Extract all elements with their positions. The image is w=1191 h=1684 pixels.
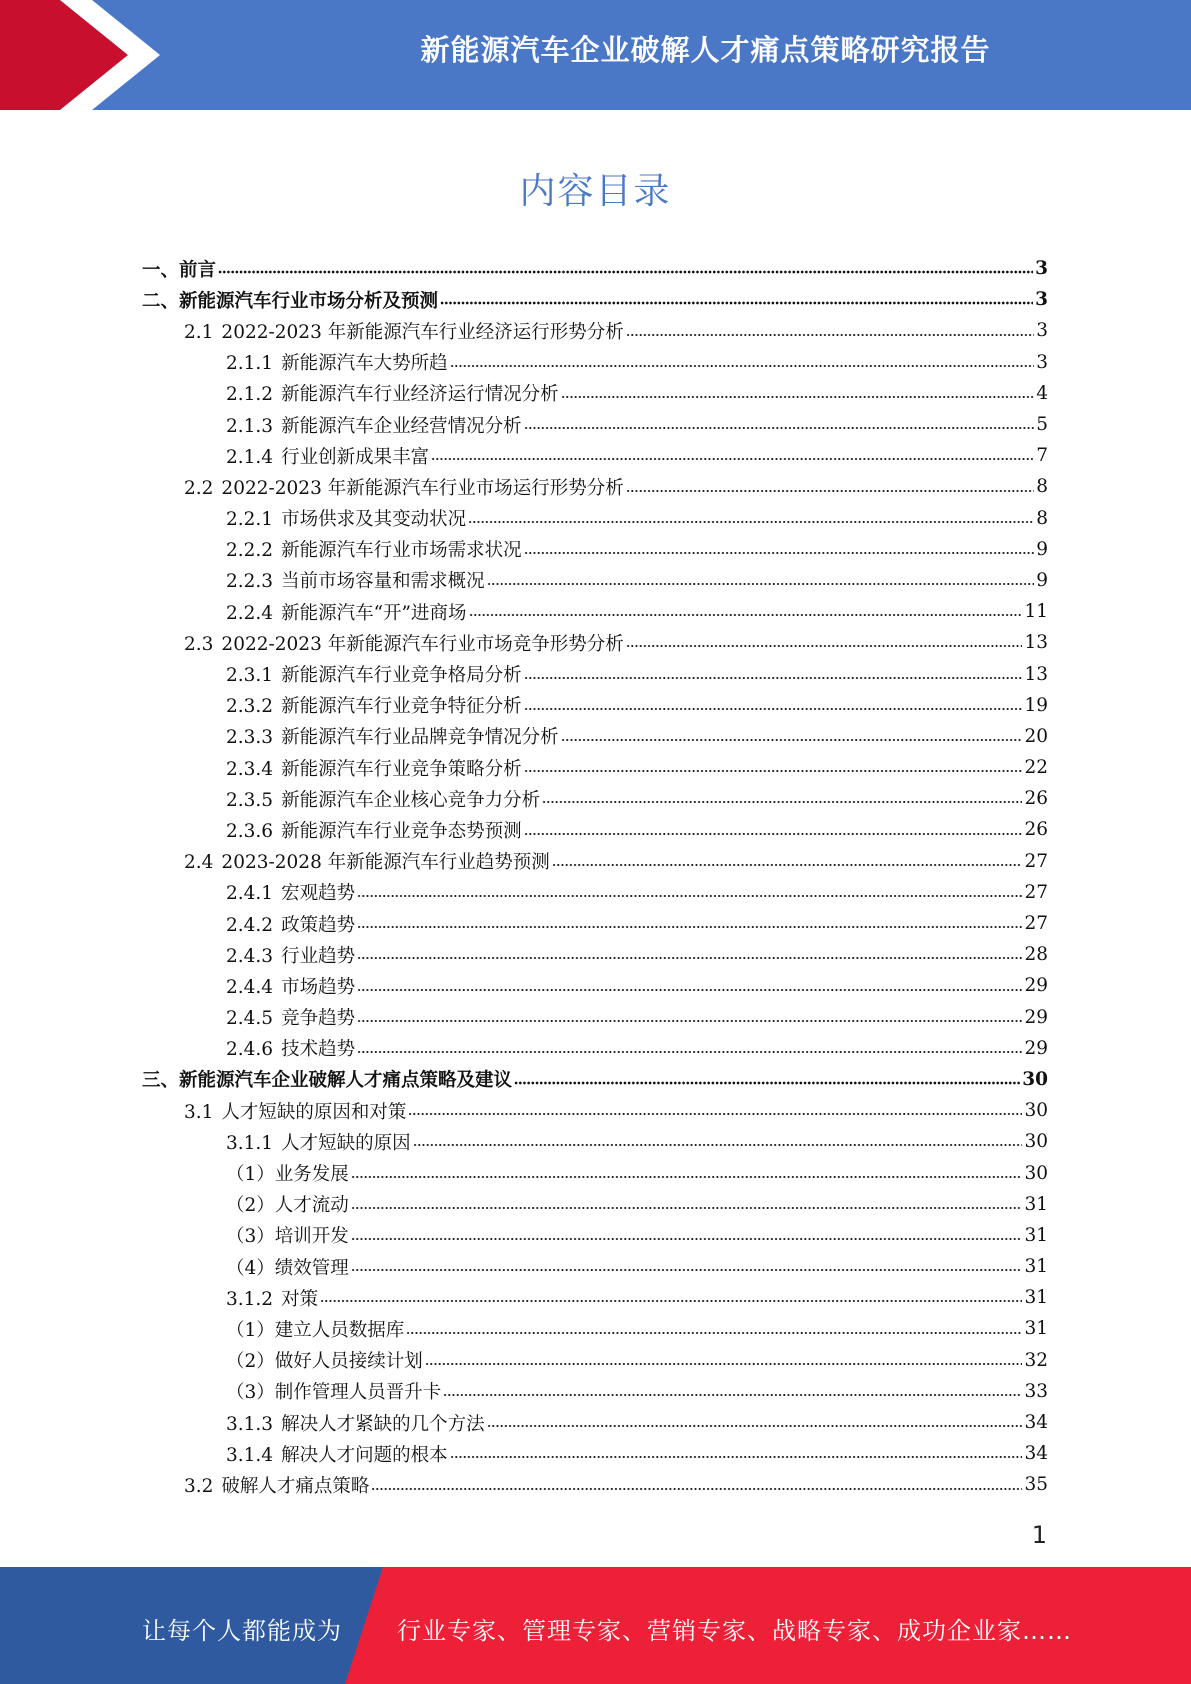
toc-entry-title <box>226 1191 349 1217</box>
toc-entry-label: 对策 <box>281 1288 319 1310</box>
toc-entry[interactable] <box>142 752 1048 783</box>
toc-entry-title <box>142 256 216 282</box>
toc-entry-label: 行业趋势 <box>281 945 356 967</box>
toc-entry-page: 31 <box>1024 1256 1048 1278</box>
toc-entry-label: 破解人才痛点策略 <box>221 1475 370 1497</box>
toc-entry-number: 2.4.4 <box>226 976 274 998</box>
toc-entry[interactable] <box>142 1220 1048 1251</box>
toc-entry-number: 3.1 <box>184 1101 214 1123</box>
toc-entry-title <box>226 599 467 625</box>
toc-entry-page: 29 <box>1024 1037 1048 1059</box>
toc-entry-label: 市场供求及其变动状况 <box>281 509 467 531</box>
toc-entry[interactable] <box>142 814 1048 845</box>
toc-entry-page: 13 <box>1024 632 1048 654</box>
toc-entry-title <box>226 942 355 968</box>
toc-entry-label: （2）做好人员接续计划 <box>226 1351 423 1373</box>
toc-entry-label: 新能源汽车大势所趋 <box>281 353 448 375</box>
toc-entry[interactable] <box>142 1002 1048 1033</box>
toc-entry-label: 人才短缺的原因 <box>281 1132 411 1154</box>
toc-entry[interactable] <box>142 1345 1048 1376</box>
toc-entry[interactable] <box>142 347 1048 378</box>
header-banner <box>0 0 1191 110</box>
toc-entry-title <box>226 692 522 718</box>
toc-entry-label: 一、前言 <box>142 259 217 281</box>
toc-entry-number: 2.4.5 <box>226 1008 274 1030</box>
toc-dot-leader <box>425 1361 1023 1367</box>
toc-entry[interactable] <box>142 1376 1048 1407</box>
toc-entry-title <box>226 786 540 812</box>
toc-entry[interactable] <box>142 253 1048 284</box>
toc-entry[interactable] <box>142 1438 1048 1469</box>
toc-entry[interactable] <box>142 627 1048 658</box>
toc-entry-page: 8 <box>1036 507 1048 529</box>
toc-entry-label: 竞争趋势 <box>281 1008 356 1030</box>
toc-entry-page: 33 <box>1024 1380 1048 1402</box>
toc-entry-title <box>226 536 522 562</box>
toc-entry-label: 2022-2023 年新能源汽车行业经济运行形势分析 <box>221 321 624 343</box>
toc-entry[interactable] <box>142 877 1048 908</box>
toc-entry-title <box>226 1378 441 1404</box>
toc-entry[interactable] <box>142 1095 1048 1126</box>
toc-entry-page: 26 <box>1024 819 1048 841</box>
toc-dot-leader <box>514 1080 1020 1086</box>
toc-dot-leader <box>351 1174 1023 1180</box>
toc-entry[interactable] <box>142 1313 1048 1344</box>
toc-dot-leader <box>413 1142 1023 1148</box>
toc-entry-page: 31 <box>1024 1193 1048 1215</box>
toc-entry-page: 30 <box>1022 1068 1048 1090</box>
toc-dot-leader <box>524 706 1023 712</box>
toc-entry-label: 2022-2023 年新能源汽车行业市场运行形势分析 <box>221 477 624 499</box>
toc-dot-leader <box>351 1236 1023 1242</box>
toc-entry-title <box>226 412 522 438</box>
toc-entry-page: 22 <box>1024 757 1048 779</box>
toc-dot-leader <box>626 488 1035 494</box>
toc-entry[interactable] <box>142 315 1048 346</box>
toc-dot-leader <box>487 581 1035 587</box>
toc-entry-title <box>226 1035 355 1061</box>
toc-entry-title <box>226 505 466 531</box>
toc-entry-page: 35 <box>1024 1474 1048 1496</box>
toc-entry-page: 27 <box>1024 913 1048 935</box>
toc-entry[interactable] <box>142 939 1048 970</box>
toc-entry[interactable] <box>142 721 1048 752</box>
toc-dot-leader <box>561 394 1035 400</box>
toc-entry-title <box>226 1285 318 1311</box>
toc-entry-number: 2.3.5 <box>226 789 274 811</box>
toc-dot-leader <box>408 1111 1022 1117</box>
toc-entry-number: 2.4.2 <box>226 914 274 936</box>
toc-heading: 内容目录 <box>519 171 672 212</box>
toc-entry-label: 新能源汽车“开”进商场 <box>281 602 467 624</box>
toc-entry-page: 3 <box>1035 258 1048 280</box>
toc-entry-title <box>226 1316 404 1342</box>
toc-entry-number: 3.1.1 <box>226 1132 274 1154</box>
toc-dot-leader <box>357 893 1022 899</box>
toc-entry-title <box>226 973 355 999</box>
toc-dot-leader <box>561 737 1023 743</box>
toc-entry-title <box>184 1098 406 1124</box>
toc-entry-label: （4）绩效管理 <box>226 1257 349 1279</box>
toc-entry-page: 7 <box>1036 445 1048 467</box>
toc-entry-label: 新能源汽车企业核心竞争力分析 <box>281 789 541 811</box>
toc-entry-title <box>226 380 559 406</box>
toc-entry[interactable] <box>142 534 1048 565</box>
toc-entry-title <box>226 879 355 905</box>
toc-entry[interactable] <box>142 1033 1048 1064</box>
toc-entry[interactable] <box>142 1282 1048 1313</box>
toc-entry-page: 32 <box>1024 1349 1048 1371</box>
toc-entry-number: 2.3.6 <box>226 820 274 842</box>
toc-entry-label: （3）制作管理人员晋升卡 <box>226 1382 442 1404</box>
toc-entry-title <box>142 287 438 313</box>
toc-dot-leader <box>351 1267 1023 1273</box>
toc-entry-number: 2.3.1 <box>226 665 274 687</box>
toc-entry-title <box>226 1222 349 1248</box>
toc-entry[interactable] <box>142 440 1048 471</box>
toc-entry-number: 2.2.3 <box>226 571 274 593</box>
document-title: 新能源汽车企业破解人才痛点策略研究报告 <box>420 33 991 67</box>
footer-banner <box>0 1567 1191 1684</box>
toc-dot-leader <box>626 643 1023 649</box>
footer-slogan-left: 让每个人都能成为 <box>142 1617 342 1645</box>
toc-dot-leader <box>357 924 1022 930</box>
toc-dot-leader <box>371 1486 1022 1492</box>
toc-entry[interactable] <box>142 409 1048 440</box>
toc-entry-page: 20 <box>1024 725 1048 747</box>
toc-entry-title <box>184 474 624 500</box>
toc-entry[interactable] <box>142 1407 1048 1438</box>
toc-dot-leader <box>440 300 1033 306</box>
toc-dot-leader <box>320 1298 1022 1304</box>
toc-dot-leader <box>469 612 1023 618</box>
toc-dot-leader <box>524 768 1023 774</box>
toc-entry-page: 31 <box>1024 1318 1048 1340</box>
toc-entry-title <box>226 1129 411 1155</box>
toc-entry-page: 29 <box>1024 975 1048 997</box>
toc-entry-number: 2.1.3 <box>226 415 274 437</box>
toc-entry-label: 政策趋势 <box>281 914 356 936</box>
toc-entry[interactable] <box>142 1251 1048 1282</box>
toc-entry-number: 3.1.2 <box>226 1288 274 1310</box>
toc-entry-label: 解决人才紧缺的几个方法 <box>281 1413 485 1435</box>
toc-entry[interactable] <box>142 1189 1048 1220</box>
toc-entry[interactable] <box>142 1064 1048 1095</box>
toc-entry-number: 2.1.2 <box>226 384 274 406</box>
toc-entry-label: 新能源汽车企业经营情况分析 <box>281 415 522 437</box>
toc-dot-leader <box>443 1392 1022 1398</box>
toc-entry-page: 19 <box>1024 694 1048 716</box>
toc-entry-title <box>226 1410 485 1436</box>
toc-entry[interactable] <box>142 378 1048 409</box>
toc-dot-leader <box>218 269 1033 275</box>
toc-entry-page: 30 <box>1024 1100 1048 1122</box>
toc-entry-number: 2.3.2 <box>226 696 274 718</box>
toc-entry-label: 三、新能源汽车企业破解人才痛点策略及建议 <box>142 1070 513 1092</box>
toc-entry-number: 3.2 <box>184 1475 214 1497</box>
toc-dot-leader <box>524 550 1035 556</box>
toc-dot-leader <box>524 831 1023 837</box>
toc-entry-page: 3 <box>1035 289 1048 311</box>
toc-entry-number: 3.1.4 <box>226 1444 274 1466</box>
footer-slogan-right: 行业专家、管理专家、营销专家、战略专家、成功企业家…… <box>397 1617 1072 1645</box>
toc-entry-number: 2.4.3 <box>226 945 274 967</box>
toc-entry-page: 9 <box>1036 538 1048 560</box>
toc-entry-label: （1）业务发展 <box>226 1164 349 1186</box>
toc-entry-label: （3）培训开发 <box>226 1226 349 1248</box>
toc-entry-page: 11 <box>1024 601 1048 623</box>
toc-entry-title <box>184 318 624 344</box>
toc-entry-number: 2.3.3 <box>226 727 274 749</box>
toc-dot-leader <box>357 1018 1022 1024</box>
toc-entry[interactable] <box>142 596 1048 627</box>
toc-entry[interactable] <box>142 783 1048 814</box>
toc-dot-leader <box>351 1205 1023 1211</box>
toc-entry-label: 新能源汽车行业竞争特征分析 <box>281 696 522 718</box>
toc-entry-number: 2.4 <box>184 852 214 874</box>
toc-entry-label: 2023-2028 年新能源汽车行业趋势预测 <box>221 852 550 874</box>
toc-dot-leader <box>357 1049 1022 1055</box>
toc-entry[interactable] <box>142 846 1048 877</box>
toc-entry-page: 28 <box>1024 944 1048 966</box>
toc-entry-label: 新能源汽车行业市场需求状况 <box>281 540 522 562</box>
toc-dot-leader <box>552 862 1023 868</box>
toc-entry-title <box>226 661 522 687</box>
toc-dot-leader <box>431 456 1034 462</box>
toc-entry-page: 31 <box>1024 1287 1048 1309</box>
toc-entry-number: 3.1.3 <box>226 1413 274 1435</box>
toc-entry-title <box>226 1254 349 1280</box>
toc-dot-leader <box>468 519 1034 525</box>
toc-entry-label: 市场趋势 <box>281 976 356 998</box>
toc-dot-leader <box>626 332 1035 338</box>
toc-entry-page: 27 <box>1024 850 1048 872</box>
toc-entry[interactable] <box>142 658 1048 689</box>
toc-entry-title <box>226 1441 448 1467</box>
toc-entry-number: 2.4.1 <box>226 883 274 905</box>
toc-entry-title <box>226 911 355 937</box>
toc-entry[interactable] <box>142 565 1048 596</box>
toc-dot-leader <box>450 363 1035 369</box>
toc-entry-label: 技术趋势 <box>281 1039 356 1061</box>
toc-dot-leader <box>450 1454 1023 1460</box>
toc-entry-page: 13 <box>1024 663 1048 685</box>
toc-entry-page: 4 <box>1036 382 1048 404</box>
toc-entry-title <box>184 630 624 656</box>
toc-dot-leader <box>542 799 1022 805</box>
toc-dot-leader <box>357 955 1022 961</box>
toc-entry-label: 新能源汽车行业竞争策略分析 <box>281 758 522 780</box>
toc-entry-title <box>142 1066 512 1092</box>
toc-entry-number: 2.2.4 <box>226 602 274 624</box>
toc-dot-leader <box>487 1423 1023 1429</box>
toc-entry-number: 2.3.4 <box>226 758 274 780</box>
toc-entry-title <box>226 443 429 469</box>
toc-entry-label: （2）人才流动 <box>226 1195 349 1217</box>
toc-entry-title <box>226 1160 349 1186</box>
toc-entry-number: 2.1.4 <box>226 446 274 468</box>
toc-entry-page: 30 <box>1024 1162 1048 1184</box>
toc-entry-page: 30 <box>1024 1131 1048 1153</box>
page-number: 1 <box>1031 1521 1047 1549</box>
toc-entry-page: 26 <box>1024 788 1048 810</box>
toc-entry-page: 9 <box>1036 569 1048 591</box>
toc-entry-title <box>226 723 559 749</box>
toc-entry-label: 人才短缺的原因和对策 <box>221 1101 407 1123</box>
table-of-contents <box>142 253 1048 1501</box>
toc-entry-label: 解决人才问题的根本 <box>281 1444 448 1466</box>
toc-entry-label: 新能源汽车行业竞争格局分析 <box>281 665 522 687</box>
toc-entry-number: 2.2 <box>184 477 214 499</box>
toc-entry-page: 34 <box>1024 1443 1048 1465</box>
toc-entry-label: 新能源汽车行业竞争态势预测 <box>281 820 522 842</box>
toc-entry[interactable] <box>142 1126 1048 1157</box>
toc-entry-number: 2.3 <box>184 633 214 655</box>
toc-entry-page: 29 <box>1024 1006 1048 1028</box>
toc-entry-page: 3 <box>1036 320 1048 342</box>
toc-entry-title <box>226 755 522 781</box>
toc-entry-number: 2.2.2 <box>226 540 274 562</box>
toc-entry[interactable] <box>142 1157 1048 1188</box>
toc-entry-number: 2.1 <box>184 321 214 343</box>
toc-entry-page: 34 <box>1024 1412 1048 1434</box>
toc-entry-label: 新能源汽车行业经济运行情况分析 <box>281 384 559 406</box>
toc-entry[interactable] <box>142 503 1048 534</box>
toc-entry-label: 当前市场容量和需求概况 <box>281 571 485 593</box>
toc-entry-page: 31 <box>1024 1224 1048 1246</box>
toc-entry-label: 行业创新成果丰富 <box>281 446 430 468</box>
toc-entry[interactable] <box>142 908 1048 939</box>
toc-dot-leader <box>524 675 1023 681</box>
toc-entry[interactable] <box>142 1469 1048 1500</box>
toc-entry-page: 8 <box>1036 476 1048 498</box>
toc-entry-page: 27 <box>1024 881 1048 903</box>
toc-entry-title <box>226 817 522 843</box>
toc-entry-title <box>184 1472 369 1498</box>
toc-entry-number: 2.4.6 <box>226 1039 274 1061</box>
toc-entry-number: 2.2.1 <box>226 509 274 531</box>
toc-dot-leader <box>406 1330 1022 1336</box>
toc-entry[interactable] <box>142 970 1048 1001</box>
toc-entry-title <box>226 567 485 593</box>
toc-entry-number: 2.1.1 <box>226 353 274 375</box>
toc-entry-title <box>226 1004 355 1030</box>
toc-entry-label: 二、新能源汽车行业市场分析及预测 <box>142 290 439 312</box>
toc-entry-label: 2022-2023 年新能源汽车行业市场竞争形势分析 <box>221 633 624 655</box>
toc-dot-leader <box>524 425 1035 431</box>
toc-entry-page: 5 <box>1036 414 1048 436</box>
toc-entry-title <box>226 1347 423 1373</box>
toc-entry-title <box>184 848 550 874</box>
toc-entry-title <box>226 349 448 375</box>
toc-entry-page: 3 <box>1036 351 1048 373</box>
toc-entry[interactable] <box>142 690 1048 721</box>
toc-entry-label: 宏观趋势 <box>281 883 356 905</box>
toc-dot-leader <box>357 987 1022 993</box>
toc-entry-label: 新能源汽车行业品牌竞争情况分析 <box>281 727 559 749</box>
toc-entry[interactable] <box>142 471 1048 502</box>
toc-entry-label: （1）建立人员数据库 <box>226 1319 405 1341</box>
toc-entry[interactable] <box>142 284 1048 315</box>
